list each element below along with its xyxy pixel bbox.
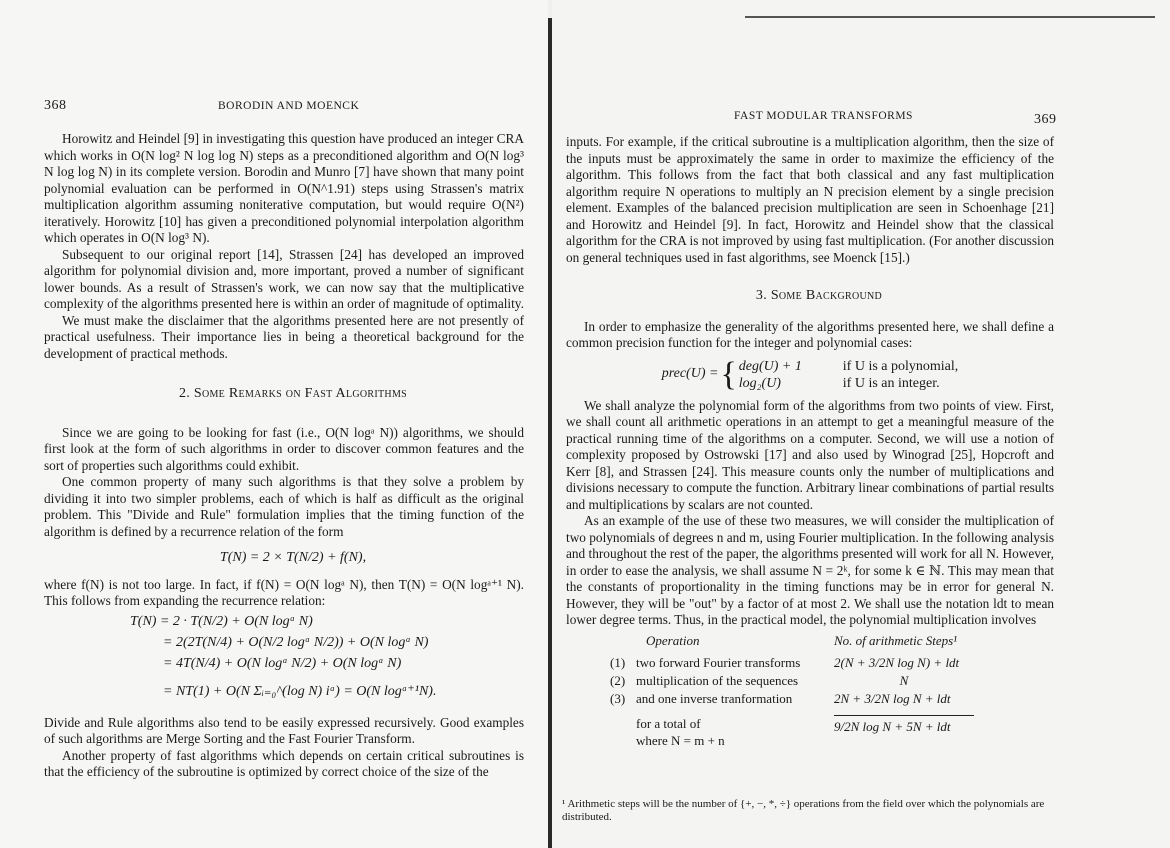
precision-definition	[566, 355, 1054, 393]
operations-table	[566, 633, 1054, 749]
paragraph: Subsequent to our original report [14], Strassen [24] has developed an improved algorithm for polynomial division and, more important, proved a number of significant lower bounds. As a result of Strassen's work, we can now say that the multiplicative complexity of the algorithms presented here is within an order of magnitude of optimality.	[44, 246, 524, 311]
prec-cond-2: if U is an integer.	[842, 375, 940, 391]
paragraph: Another property of fast algorithms which depends on certain critical subroutines is that the efficiency of the subroutine is optimized by correct choice of the size of the	[44, 747, 524, 779]
derivation	[44, 614, 524, 707]
paragraph: In order to emphasize the generality of the algorithms presented here, we shall define a common precision function for the integer and polynomial cases:	[566, 318, 1054, 350]
right-body	[566, 134, 1054, 749]
paragraph: One common property of many such algorithms is that they solve a problem by dividing it into two simpler problems, each of which is half as difficult as the original problem. This "Divide and Rule" formulation implies that the timing function of the algorithm is defined by a recurrence relation of the form	[44, 474, 524, 539]
table-header-steps: No. of arithmetic Steps¹	[834, 632, 958, 648]
paragraph: We shall analyze the polynomial form of the algorithms from two points of view. First, we shall count all arithmetic operations in an attempt to get a meaningful measure of the practical running time of the algorithms on a computer. Second, we will use a notion of complexity proposed by Ostrowski [17] and also used by Winograd [25], Hopcroft and Kerr [8], and Strassen [24]. This measure counts only the number of multiplications and divisions necessary to compute the function. Arbitrary linear combinations of partial results and multiplications by scalars are not counted.	[566, 397, 1054, 512]
where-label: where N = m + n	[636, 732, 725, 748]
prec-cond-1: if U is a polynomial,	[842, 358, 959, 374]
table-row: (1) two forward Fourier transforms 2(N + 3/2N log N) + ldt	[610, 654, 960, 670]
scan-edge-line	[745, 16, 1155, 18]
footnote: ¹ Arithmetic steps will be the number of {+, −, *, ÷} operations from the field over which the polynomials are distributed.	[562, 798, 1045, 823]
table-header-operation: Operation	[646, 632, 700, 648]
paragraph: where f(N) is not too large. In fact, if f(N) = O(N logᵃ N), then T(N) = O(N logᵃ⁺¹ N). This follows from expanding the recurrence relation:	[44, 576, 524, 608]
paragraph: As an example of the use of these two measures, we will consider the multiplication of two polynomials of degrees n and m, using Fourier multiplication. In the following analysis and throughout the rest of the paper, the algorithms presented will work for all N. However, in order to ease the analysis, we shall assume N = 2ᵏ, for some k ∈ ℕ. This may mean that the constants of proportionality in the timing functions may be in error for general N. However, they will be "out" by a factor of at most 2. We shall use the notation ldt to mean lower degree terms. Thus, in the practical model, the polynomial multiplication involves	[566, 513, 1054, 627]
table-row: (2) multiplication of the sequences N	[610, 672, 909, 688]
running-header-left: BORODIN AND MOENCK	[218, 100, 360, 112]
paragraph: inputs. For example, if the critical subroutine is a multiplication algorithm, then the size of the inputs must be approximately the same in order to maximize the efficiency of the algorithm. This follows from the fact that both classical and any fast multiplication algorithm require N operations to multiply an N precision element by a single precision element. Examples of the balanced precision multiplication are seen in Schoenhage [21] and Horowitz and Heindel [9]. In fact, Horowitz and Heindel show that the classical algorithm for the CRA is not improved by using fast multiplication. (For another discussion on general techniques used in fast algorithms, see Moenck [15].)	[566, 134, 1054, 265]
equation: T(N) = 2 × T(N/2) + f(N),	[219, 550, 367, 565]
table-row: (3) and one inverse tranformation 2N + 3/2N log N + ldt	[610, 690, 951, 706]
table-total	[566, 715, 1054, 749]
paragraph: We must make the disclaimer that the algorithms presented here are not presently of practical usefulness. Their importance lies in being a theoretical background for the development of practical methods.	[44, 312, 524, 361]
section-title: 3. Some Background	[755, 288, 883, 303]
total-value: 9/2N log N + 5N + ldt	[834, 715, 974, 749]
derivation-line: = 2(2T(N/4) + O(N/2 logᵃ N/2)) + O(N logᵃ N)	[163, 634, 429, 650]
prec-case-2: log₂(U)	[738, 375, 781, 391]
page-number-right: 369	[1034, 112, 1057, 127]
paragraph: Divide and Rule algorithms also tend to be easily expressed recursively. Good examples of such algorithms are Merge Sorting and the Fast Fourier Transform.	[44, 714, 524, 746]
total-label: for a total of	[636, 715, 701, 731]
left-page	[0, 0, 548, 848]
brace-icon: {	[720, 355, 737, 393]
section-title: 2. Some Remarks on Fast Algorithms	[178, 386, 407, 401]
prec-lhs: prec(U) =	[661, 366, 719, 382]
page-number-left: 368	[44, 98, 67, 113]
derivation-line: T(N) = 2 · T(N/2) + O(N logᵃ N)	[130, 613, 313, 629]
running-header-right: FAST MODULAR TRANSFORMS	[734, 110, 913, 122]
left-body	[44, 131, 524, 781]
paragraph: Horowitz and Heindel [9] in investigating this question have produced an integer CRA which works in O(N log² N log log N) steps as a preconditioned algorithm and O(N log³ N log log N) in its complete version. Borodin and Munro [7] have shown that many point polynomial evaluation can be performed in O(N^1.91) steps using Strassen's matrix multiplication algorithm assuming noniterative computation, but would require O(N²) iteratively. Horowitz [10] has given a preconditioned polynomial interpolation algorithm which operates in O(N log³ N).	[44, 131, 524, 245]
right-page	[552, 0, 1170, 848]
paragraph: Since we are going to be looking for fast (i.e., O(N logᵃ N)) algorithms, we should first look at the form of such algorithms in order to discover common features and the sort of properties such algorithms could exhibit.	[44, 424, 524, 473]
prec-case-1: deg(U) + 1	[738, 358, 802, 374]
derivation-line: = 4T(N/4) + O(N logᵃ N/2) + O(N logᵃ N)	[163, 655, 402, 671]
derivation-line: = NT(1) + O(N Σᵢ₌₀^(log N) iᵃ) = O(N logᵃ⁺¹N).	[163, 683, 437, 699]
